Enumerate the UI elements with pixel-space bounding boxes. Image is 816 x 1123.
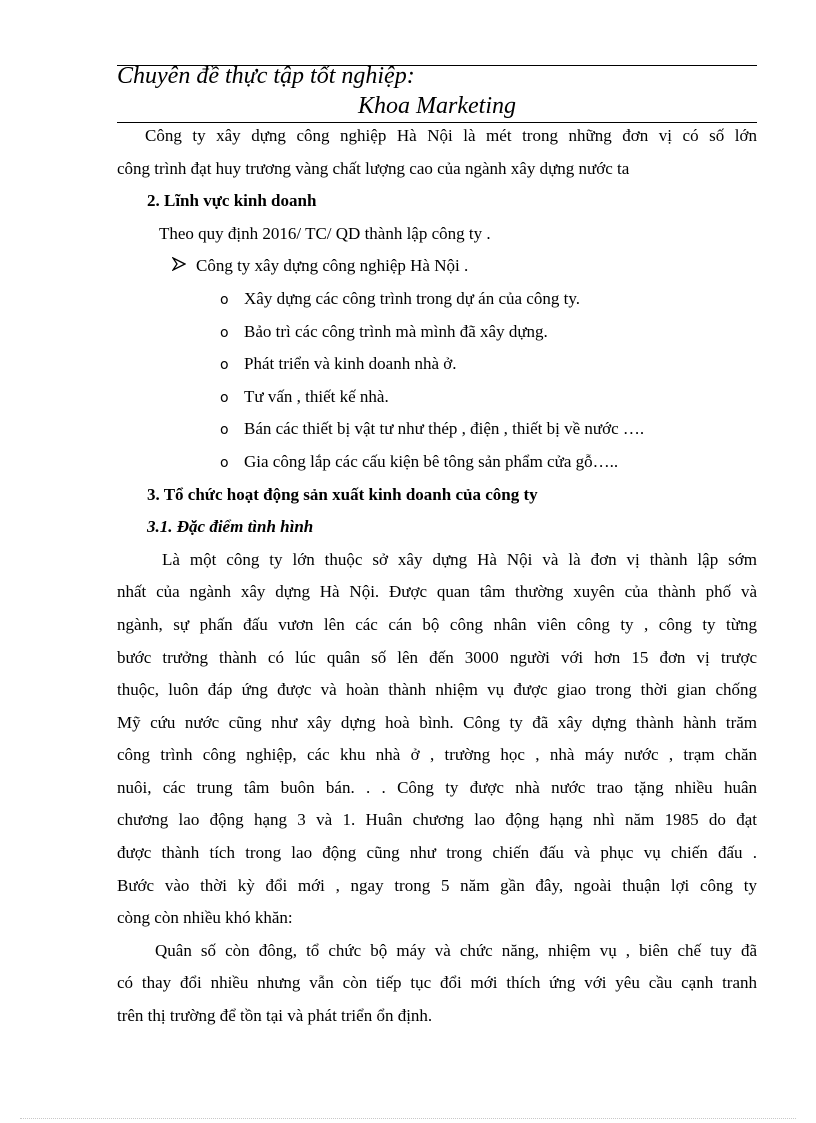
intro-line: Công ty xây dựng công nghiệp Hà Nội là mét trong những đơn vị có số lớn xyxy=(145,126,757,145)
paragraph-line: nuôi, các trung tâm buôn bán. . . Công ty được nhà nước trao tặng nhiều huân xyxy=(117,777,757,797)
paragraph-line: có thay đổi nhiều nhưng vẫn còn tiếp tục đổi mới thích ứng với yêu cầu cạnh tranh xyxy=(117,973,757,993)
header-title: Chuyên đề thực tập tốt nghiệp: xyxy=(117,63,415,89)
paragraph-line: công trình công nghiệp, các khu nhà ở , trường học , nhà máy nước , trạm chăn xyxy=(117,745,757,765)
intro-line: công trình đạt huy trương vàng chất lượng cao của ngành xây dựng nước ta xyxy=(117,158,630,178)
activity-text: Bán các thiết bị vật tư như thép , điện , thiết bị về nước …. xyxy=(244,419,645,439)
activity-item xyxy=(117,283,757,316)
paragraph-line: trên thị trường để tồn tại và phát triển ổn định. xyxy=(117,1006,433,1026)
company-name: Công ty xây dựng công nghiệp Hà Nội . xyxy=(196,256,469,276)
circle-bullet-icon: o xyxy=(220,422,229,439)
activity-text: Xây dựng các công trình trong dự án của công ty. xyxy=(244,288,580,308)
activity-item xyxy=(117,316,757,349)
document-body xyxy=(117,120,757,1033)
activity-item xyxy=(117,446,757,479)
activity-text: Gia công lắp các cấu kiện bê tông sản phẩm cửa gỗ….. xyxy=(244,451,619,471)
company-item xyxy=(117,250,757,283)
activity-item xyxy=(117,348,757,381)
circle-bullet-icon: o xyxy=(220,291,229,308)
regulation-text: Theo quy định 2016/ TC/ QD thành lập công ty . xyxy=(159,223,491,243)
arrow-bullet-icon xyxy=(172,250,196,283)
paragraph-line: ngành, sự phấn đấu vươn lên các cán bộ công nhân viên công ty , công ty từng xyxy=(117,614,757,634)
paragraph-line: Là một công ty lớn thuộc sở xây dựng Hà Nội và là đơn vị thành lập sớm xyxy=(162,549,757,569)
circle-bullet-icon: o xyxy=(220,454,229,471)
header-faculty: Khoa Marketing xyxy=(358,93,516,119)
circle-bullet-icon: o xyxy=(220,324,229,341)
paragraph-line: còng còn nhiều khó khăn: xyxy=(117,908,293,928)
circle-bullet-icon: o xyxy=(220,357,229,374)
page-bottom-divider xyxy=(20,1118,796,1119)
paragraph-line: Mỹ cứu nước cũng như xây dựng hoà bình. Công ty đã xây dựng thành hành trăm xyxy=(117,712,757,732)
paragraph-line: chương lao động hạng 3 và 1. Huân chương lao động hạng nhì năm 1985 do đạt xyxy=(117,810,757,830)
paragraph-line: bước trưởng thành có lúc quân số lên đến 3000 người với hơn 15 đơn vị trược xyxy=(117,647,757,667)
circle-bullet-icon: o xyxy=(220,389,229,406)
activity-item xyxy=(117,381,757,414)
paragraph-line: Bước vào thời kỳ đổi mới , ngay trong 5 năm gần đây, ngoài thuận lợi công ty xyxy=(117,875,757,895)
section-3-1-heading: 3.1. Đặc điểm tình hình xyxy=(147,517,314,537)
activity-text: Tư vấn , thiết kế nhà. xyxy=(244,386,389,406)
paragraph-line: Quân số còn đông, tổ chức bộ máy và chức năng, nhiệm vụ , biên chế tuy đã xyxy=(155,940,757,960)
activity-item xyxy=(117,413,757,446)
paragraph-line: nhất của ngành xây dựng Hà Nội. Được quan tâm thường xuyên của thành phố và xyxy=(117,582,757,602)
section-2-heading: 2. Lĩnh vực kinh doanh xyxy=(147,191,317,211)
activity-text: Phát triển và kinh doanh nhà ở. xyxy=(244,354,457,374)
paragraph-line: thuộc, luôn đáp ứng được và hoàn thành nhiệm vụ được giao trong thời gian chống xyxy=(117,680,757,700)
activity-text: Bảo trì các công trình mà mình đã xây dựng. xyxy=(244,321,548,341)
paragraph-line: được thành tích trong lao động cũng như trong chiến đấu và phục vụ chiến đấu . xyxy=(117,843,757,863)
section-3-heading: 3. Tổ chức hoạt động sản xuất kinh doanh của công ty xyxy=(147,484,538,504)
